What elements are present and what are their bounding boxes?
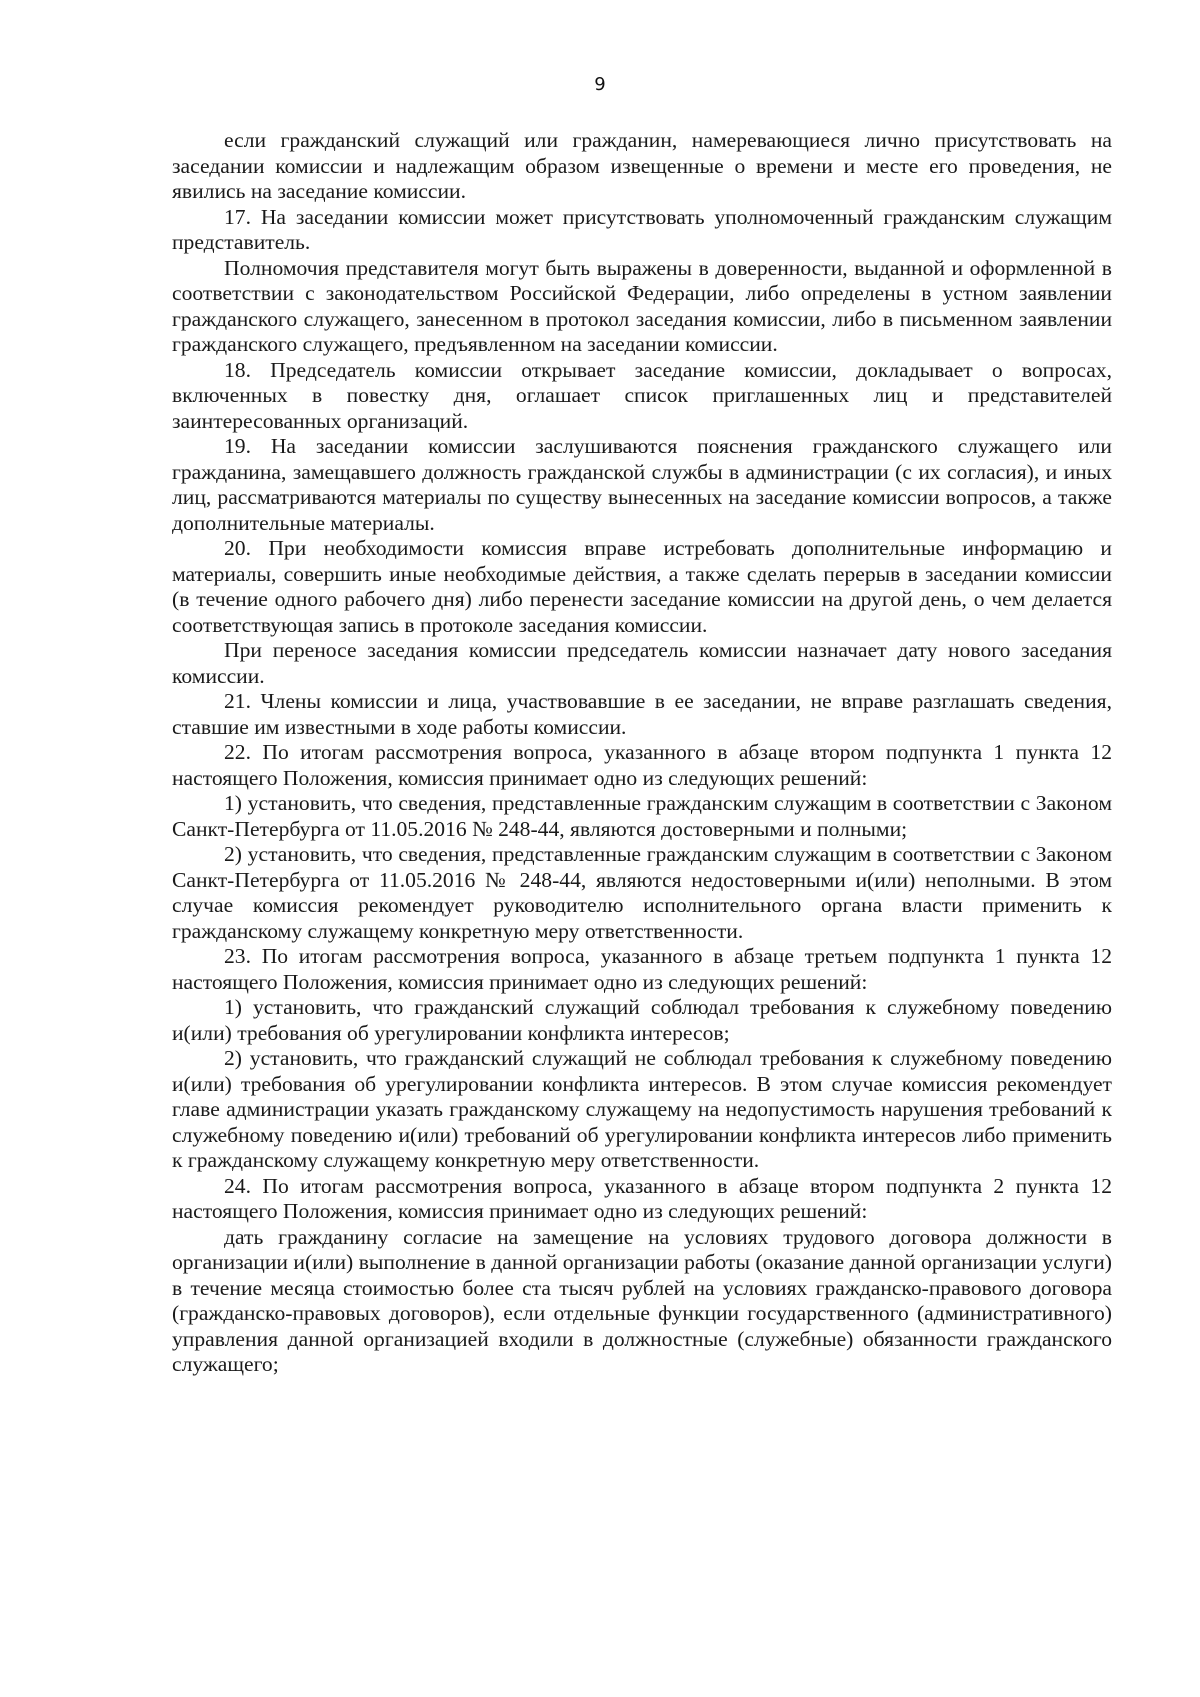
paragraph-20: 20. При необходимости комиссия вправе истребовать дополнительные информацию и материалы, совершить иные необходимые действия, а также сделать перерыв в заседании комиссии (в течение одного рабочего дня) либо перенести заседание комиссии на другой день, о чем делается соответствующая запись в протоколе заседания комиссии. — [172, 536, 1112, 637]
document-body — [172, 128, 1112, 1378]
paragraph-23-item-1: 1) установить, что гражданский служащий соблюдал требования к служебному поведению и(или) требования об урегулировании конфликта интересов; — [172, 995, 1112, 1045]
paragraph-17: 17. На заседании комиссии может присутствовать уполномоченный гражданским служащим представитель. — [172, 204, 1112, 254]
paragraph-23: 23. По итогам рассмотрения вопроса, указанного в абзаце третьем подпункта 1 пункта 12 настоящего Положения, комиссия принимает одно из следующих решений: — [172, 944, 1112, 994]
paragraph-18: 18. Председатель комиссии открывает заседание комиссии, докладывает о вопросах, включенных в повестку дня, оглашает список приглашенных лиц и представителей заинтересованных организаций. — [172, 357, 1112, 433]
paragraph-20-rescheduling: При переносе заседания комиссии председатель комиссии назначает дату нового заседания комиссии. — [172, 638, 1112, 688]
paragraph-23-item-2: 2) установить, что гражданский служащий не соблюдал требования к служебному поведению и(или) требования об урегулировании конфликта интересов. В этом случае комиссия рекомендует главе администрации указать гражданскому служащему на недопустимость нарушения требований к служебному поведению и(или) требований об урегулировании конфликта интересов либо применить к гражданскому служащему конкретную меру ответственности. — [172, 1046, 1112, 1172]
paragraph-21: 21. Члены комиссии и лица, участвовавшие в ее заседании, не вправе разглашать сведения, ставшие им известными в ходе работы комиссии. — [172, 689, 1112, 739]
paragraph-17-representative-powers: Полномочия представителя могут быть выражены в доверенности, выданной и оформленной в соответствии с законодательством Российской Федерации, либо определены в устном заявлении гражданского служащего, занесенном в протокол заседания комиссии, либо в письменном заявлении гражданского служащего, предъявленном на заседании комиссии. — [172, 255, 1112, 356]
paragraph-continuation: если гражданский служащий или гражданин, намеревающиеся лично присутствовать на заседании комиссии и надлежащим образом извещенные о времени и месте его проведения, не явились на заседание комиссии. — [172, 128, 1112, 203]
paragraph-22: 22. По итогам рассмотрения вопроса, указанного в абзаце втором подпункта 1 пункта 12 настоящего Положения, комиссия принимает одно из следующих решений: — [172, 740, 1112, 790]
paragraph-24-decision-1: дать гражданину согласие на замещение на условиях трудового договора должности в организации и(или) выполнение в данной организации работы (оказание данной организации услуги) в течение месяца стоимостью более ста тысяч рублей на условиях гражданско-правового договора (гражданско-правовых договоров), если отдельные функции государственного (административного) управления данной организацией входили в должностные (служебные) обязанности гражданского служащего; — [172, 1224, 1112, 1376]
paragraph-22-item-2: 2) установить, что сведения, представленные гражданским служащим в соответствии с Законом Санкт-Петербурга от 11.05.2016 № 248-44, являются недостоверными и(или) неполными. В этом случае комиссия рекомендует руководителю исполнительного органа власти применить к гражданскому служащему конкретную меру ответственности. — [172, 842, 1112, 943]
paragraph-22-item-1: 1) установить, что сведения, представленные гражданским служащим в соответствии с Законом Санкт-Петербурга от 11.05.2016 № 248-44, являются достоверными и полными; — [172, 791, 1112, 841]
page-number: 9 — [594, 74, 606, 95]
paragraph-19: 19. На заседании комиссии заслушиваются пояснения гражданского служащего или гражданина, замещавшего должность гражданской службы в администрации (с их согласия), и иных лиц, рассматриваются материалы по существу вынесенных на заседание комиссии вопросов, а также дополнительные материалы. — [172, 434, 1112, 535]
paragraph-24: 24. По итогам рассмотрения вопроса, указанного в абзаце втором подпункта 2 пункта 12 настоящего Положения, комиссия принимает одно из следующих решений: — [172, 1173, 1112, 1223]
